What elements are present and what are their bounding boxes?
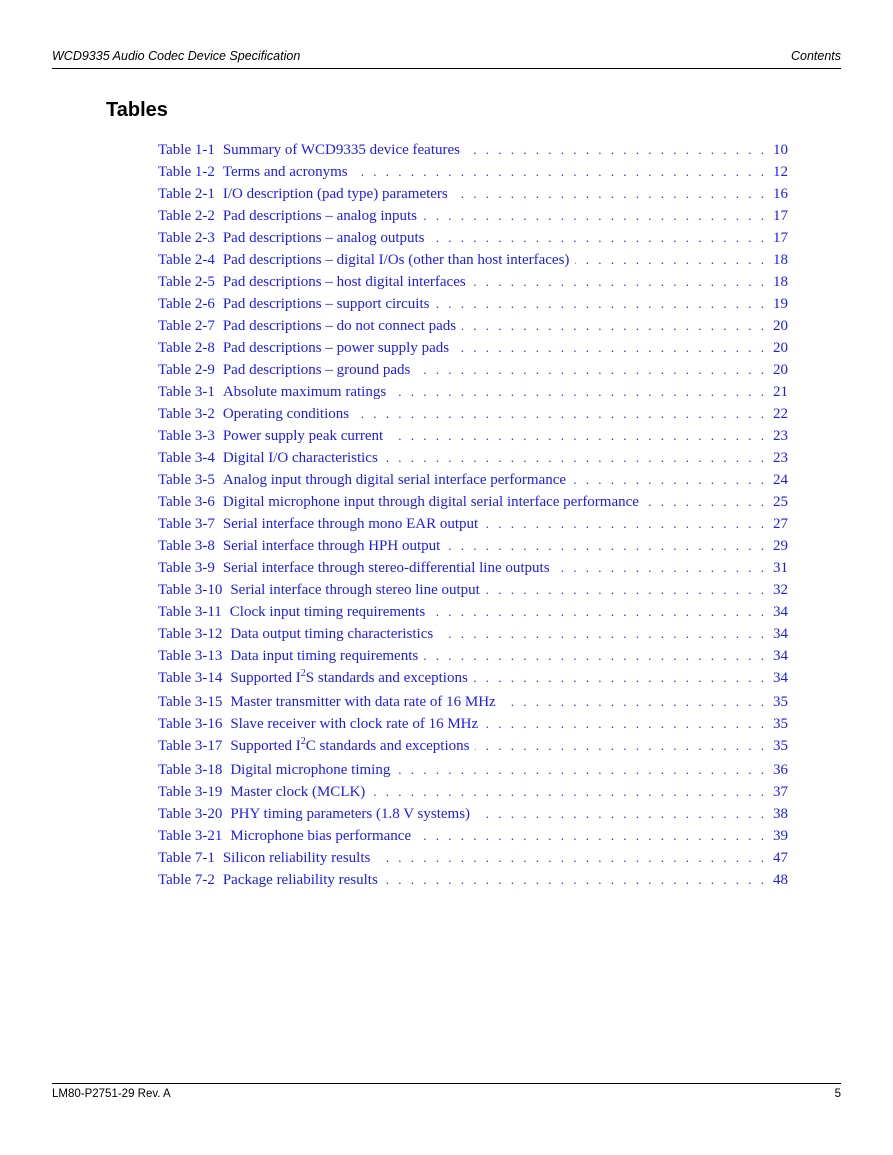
toc-entry-number: Table 2-1 [158, 186, 215, 202]
toc-dot-leader [502, 694, 767, 710]
toc-entry-number: Table 3-13 [158, 648, 223, 664]
toc-entry-title: Analog input through digital serial interface performance [222, 472, 567, 488]
toc-entry-link[interactable] [158, 626, 788, 648]
toc-entry-link[interactable] [158, 806, 788, 828]
toc-entry-page: 17 [773, 230, 788, 246]
toc-entry-link[interactable] [158, 516, 788, 538]
toc-entry-title: Master clock (MCLK) [230, 784, 366, 800]
toc-entry-number: Table 3-6 [158, 494, 215, 510]
toc-entry-number: Table 3-10 [158, 582, 223, 598]
toc-entry-link[interactable] [158, 560, 788, 582]
toc-dot-leader [454, 186, 767, 202]
toc-entry-number: Table 3-8 [158, 538, 215, 554]
toc-entry-page: 39 [773, 828, 788, 844]
toc-entry-title: Pad descriptions – digital I/Os (other than host interfaces) [222, 252, 570, 268]
toc-entry-link[interactable] [158, 164, 788, 186]
toc-entry-link[interactable] [158, 186, 788, 208]
toc-entry-page: 24 [773, 472, 788, 488]
toc-entry-page: 23 [773, 450, 788, 466]
toc-entry-link[interactable] [158, 828, 788, 850]
toc-entry-title: Pad descriptions – analog outputs [222, 230, 425, 246]
toc-entry-title: Digital microphone input through digital serial interface performance [222, 494, 639, 510]
toc-entry-number: Table 3-2 [158, 406, 215, 422]
toc-entry-page: 18 [773, 252, 788, 268]
toc-dot-leader [476, 806, 767, 822]
toc-entry-number: Table 1-2 [158, 164, 215, 180]
toc-entry-number: Table 3-17 [158, 738, 223, 754]
toc-entry-link[interactable] [158, 762, 788, 784]
toc-entry-title-part: Supported I [230, 738, 301, 754]
toc-dot-leader [484, 516, 767, 532]
toc-entry-link[interactable] [158, 738, 788, 762]
toc-entry-page: 29 [773, 538, 788, 554]
toc-entry-link[interactable] [158, 694, 788, 716]
toc-entry-title: Data input timing requirements [230, 648, 419, 664]
tables-list [158, 142, 788, 894]
toc-entry-title: Data output timing characteristics [230, 626, 434, 642]
toc-dot-leader [446, 538, 767, 554]
toc-entry-title: Pad descriptions – power supply pads [222, 340, 450, 356]
toc-entry-page: 37 [773, 784, 788, 800]
toc-entry-title [230, 738, 469, 755]
header-doc-title: WCD9335 Audio Codec Device Specification [52, 49, 301, 63]
toc-entry-title: PHY timing parameters (1.8 V systems) [230, 806, 471, 822]
toc-entry-link[interactable] [158, 406, 788, 428]
toc-dot-leader [389, 428, 767, 444]
toc-dot-leader [417, 828, 767, 844]
toc-entry-title: Digital I/O characteristics [222, 450, 378, 466]
toc-entry-link[interactable] [158, 142, 788, 164]
toc-dot-leader [645, 494, 767, 510]
toc-entry-page: 31 [773, 560, 788, 576]
toc-dot-leader [462, 318, 767, 334]
toc-entry-number: Table 2-7 [158, 318, 215, 334]
toc-entry-page: 19 [773, 296, 788, 312]
toc-entry-link[interactable] [158, 384, 788, 406]
toc-entry-page: 38 [773, 806, 788, 822]
toc-dot-leader [416, 362, 767, 378]
toc-entry-title: Terms and acronyms [222, 164, 348, 180]
toc-dot-leader [376, 850, 767, 866]
toc-entry-page: 16 [773, 186, 788, 202]
toc-entry-page: 10 [773, 142, 788, 158]
toc-entry-link[interactable] [158, 670, 788, 694]
footer-page-number: 5 [834, 1088, 841, 1100]
toc-entry-page: 34 [773, 670, 788, 686]
toc-entry-title: Serial interface through HPH output [222, 538, 441, 554]
footer-doc-number: LM80-P2751-29 Rev. A [52, 1088, 171, 1100]
toc-entry-title: Silicon reliability results [222, 850, 371, 866]
toc-entry-link[interactable] [158, 582, 788, 604]
toc-entry-page: 25 [773, 494, 788, 510]
toc-entry-page: 36 [773, 762, 788, 778]
page-header [52, 48, 841, 69]
toc-entry-number: Table 3-16 [158, 716, 223, 732]
toc-entry-title: Summary of WCD9335 device features [222, 142, 461, 158]
toc-entry-number: Table 3-5 [158, 472, 215, 488]
toc-entry-number: Table 2-3 [158, 230, 215, 246]
toc-entry-link[interactable] [158, 450, 788, 472]
toc-entry-page: 34 [773, 648, 788, 664]
toc-dot-leader [423, 208, 767, 224]
toc-entry-number: Table 3-9 [158, 560, 215, 576]
toc-entry-page: 34 [773, 626, 788, 642]
toc-dot-leader [396, 762, 767, 778]
toc-dot-leader [384, 450, 767, 466]
toc-entry-number: Table 2-6 [158, 296, 215, 312]
toc-entry-link[interactable] [158, 850, 788, 872]
toc-entry-page: 48 [773, 872, 788, 888]
toc-entry-title-part: S standards and exceptions [305, 670, 468, 686]
toc-entry-number: Table 3-11 [158, 604, 222, 620]
toc-dot-leader [475, 738, 767, 754]
toc-entry-title: Digital microphone timing [230, 762, 391, 778]
toc-entry-number: Table 2-5 [158, 274, 215, 290]
toc-entry-number: Table 7-1 [158, 850, 215, 866]
toc-dot-leader [431, 230, 768, 246]
toc-entry-title: Operating conditions [222, 406, 350, 422]
toc-entry-page: 47 [773, 850, 788, 866]
toc-entry-title: Serial interface through stereo line output [230, 582, 480, 598]
toc-entry-link[interactable] [158, 230, 788, 252]
toc-entry-page: 20 [773, 362, 788, 378]
toc-dot-leader [355, 406, 767, 422]
toc-entry-title-part: C standards and exceptions [305, 738, 470, 754]
toc-entry-number: Table 3-3 [158, 428, 215, 444]
toc-entry-number: Table 2-4 [158, 252, 215, 268]
toc-entry-page: 12 [773, 164, 788, 180]
toc-dot-leader [439, 626, 767, 642]
toc-entry-link[interactable] [158, 784, 788, 806]
toc-entry-link[interactable] [158, 872, 788, 894]
toc-entry-page: 20 [773, 340, 788, 356]
toc-entry-link[interactable] [158, 318, 788, 340]
toc-entry-title: Pad descriptions – analog inputs [222, 208, 417, 224]
toc-entry-link[interactable] [158, 604, 788, 626]
toc-entry-link[interactable] [158, 716, 788, 738]
toc-entry-number: Table 3-4 [158, 450, 215, 466]
toc-dot-leader [424, 648, 767, 664]
toc-entry-page: 34 [773, 604, 788, 620]
toc-dot-leader [484, 716, 767, 732]
toc-entry-number: Table 2-2 [158, 208, 215, 224]
toc-entry-page: 23 [773, 428, 788, 444]
toc-entry-page: 17 [773, 208, 788, 224]
toc-entry-number: Table 1-1 [158, 142, 215, 158]
toc-dot-leader [455, 340, 767, 356]
toc-entry-title: Pad descriptions – host digital interfaces [222, 274, 466, 290]
toc-entry-page: 32 [773, 582, 788, 598]
toc-entry-number: Table 3-15 [158, 694, 223, 710]
toc-dot-leader [572, 472, 767, 488]
toc-dot-leader [435, 296, 767, 312]
toc-entry-title: Microphone bias performance [230, 828, 412, 844]
toc-dot-leader [474, 670, 767, 686]
toc-entry-link[interactable] [158, 472, 788, 494]
toc-dot-leader [466, 142, 767, 158]
toc-entry-title: Clock input timing requirements [229, 604, 426, 620]
page-heading: Tables [106, 99, 168, 121]
toc-entry-page: 27 [773, 516, 788, 532]
toc-entry-number: Table 3-19 [158, 784, 223, 800]
toc-entry-number: Table 3-21 [158, 828, 223, 844]
header-section: Contents [790, 49, 841, 63]
toc-dot-leader [384, 872, 767, 888]
toc-entry-title: Serial interface through mono EAR output [222, 516, 479, 532]
toc-entry-link[interactable] [158, 362, 788, 384]
toc-entry-number: Table 2-8 [158, 340, 215, 356]
toc-entry-link[interactable] [158, 648, 788, 670]
toc-entry-link[interactable] [158, 252, 788, 274]
toc-entry-number: Table 3-12 [158, 626, 223, 642]
toc-entry-link[interactable] [158, 274, 788, 296]
toc-dot-leader [556, 560, 767, 576]
toc-entry-number: Table 3-14 [158, 670, 223, 686]
toc-entry-title: Absolute maximum ratings [222, 384, 387, 400]
toc-entry-title: Pad descriptions – support circuits [222, 296, 430, 312]
toc-entry-link[interactable] [158, 296, 788, 318]
toc-dot-leader [371, 784, 767, 800]
toc-entry-number: Table 3-7 [158, 516, 215, 532]
toc-entry-title-part: Supported I [230, 670, 301, 686]
toc-entry-page: 35 [773, 738, 788, 754]
toc-entry-page: 22 [773, 406, 788, 422]
toc-entry-title: Slave receiver with clock rate of 16 MHz [230, 716, 479, 732]
toc-entry-title: Master transmitter with data rate of 16 MHz [230, 694, 496, 710]
toc-entry-page: 20 [773, 318, 788, 334]
toc-entry-link[interactable] [158, 428, 788, 450]
toc-entry-title: Pad descriptions – do not connect pads [222, 318, 457, 334]
toc-entry-number: Table 3-20 [158, 806, 223, 822]
toc-entry-number: Table 7-2 [158, 872, 215, 888]
toc-dot-leader [392, 384, 767, 400]
toc-entry-title: Power supply peak current [222, 428, 384, 444]
toc-entry-title: Pad descriptions – ground pads [222, 362, 411, 378]
toc-entry-page: 35 [773, 694, 788, 710]
toc-entry-number: Table 3-1 [158, 384, 215, 400]
toc-dot-leader [431, 604, 767, 620]
toc-entry-page: 21 [773, 384, 788, 400]
toc-entry-title: I/O description (pad type) parameters [222, 186, 448, 202]
toc-dot-leader [575, 252, 767, 268]
toc-entry-link[interactable] [158, 538, 788, 560]
toc-entry-page: 35 [773, 716, 788, 732]
toc-dot-leader [354, 164, 767, 180]
toc-entry-number: Table 3-18 [158, 762, 223, 778]
toc-entry-title-superscript: 2 [300, 736, 306, 747]
toc-entry-number: Table 2-9 [158, 362, 215, 378]
toc-dot-leader [472, 274, 767, 290]
toc-entry-link[interactable] [158, 494, 788, 516]
page-footer [52, 1083, 841, 1104]
toc-entry-title [230, 670, 467, 687]
toc-entry-title: Package reliability results [222, 872, 378, 888]
toc-entry-title: Serial interface through stereo-differential line outputs [222, 560, 550, 576]
toc-entry-title-superscript: 2 [300, 668, 306, 679]
toc-dot-leader [486, 582, 767, 598]
toc-entry-page: 18 [773, 274, 788, 290]
toc-entry-link[interactable] [158, 208, 788, 230]
toc-entry-link[interactable] [158, 340, 788, 362]
